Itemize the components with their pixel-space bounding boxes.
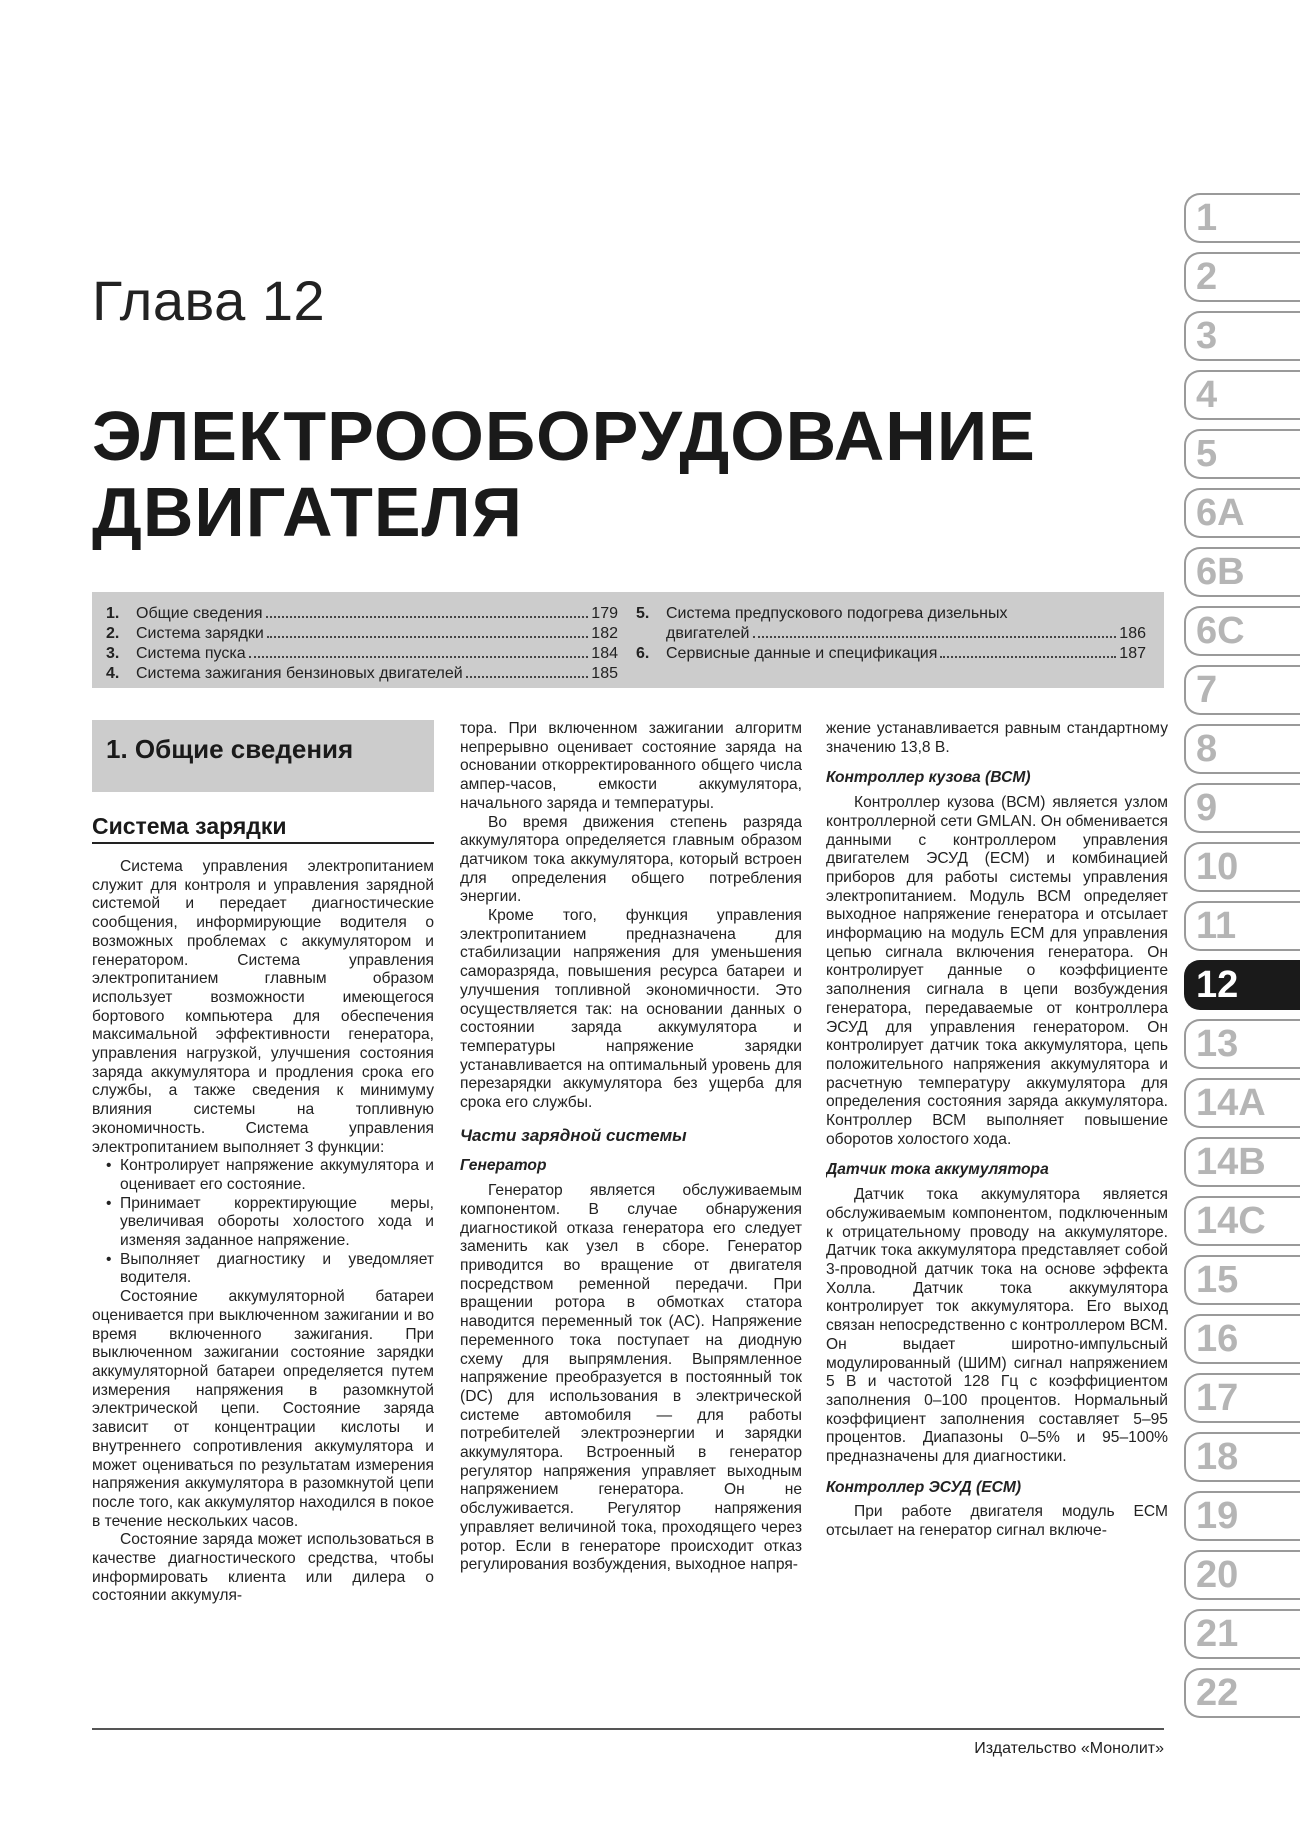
chapter-tab[interactable]: 22 [1184, 1668, 1300, 1718]
toc-entry[interactable] [106, 624, 618, 644]
toc-entry-page: 185 [591, 665, 618, 682]
bullet-item: • Контролирует напряжение аккумулятора и оценивает его состояние. [92, 1157, 434, 1194]
minor-heading: Контроллер ЭСУД (ЕСМ) [826, 1478, 1022, 1496]
chapter-tab[interactable]: 9 [1184, 783, 1300, 833]
chapter-tab[interactable]: 15 [1184, 1255, 1300, 1305]
toc-entry-label: Сервисные данные и спецификация [666, 645, 938, 662]
toc-leader-dots [466, 676, 589, 678]
subsection-heading: Система зарядки [92, 813, 434, 844]
toc-entry[interactable] [636, 644, 1146, 664]
toc-leader-dots [249, 656, 589, 658]
text-column-2 [460, 720, 802, 1720]
paragraph: Генератор является обслуживаемым компонентом. В случае обнаружения диагностикой отказа генератора его следует заменить как узел в сборе. Генератор приводится во вращение от двигателя посредством ременной передачи. При вращении ротора в обмотках статора наводится переменный ток (AC). Напряжение переменного тока поступает на диодную схему для выпрямления. Выпрямленное напряжение преобразуется в постоянный ток (DC) для использования в электрической системе автомобиля — для работы потребителей электроэнергии и зарядки аккумулятора. Встроенный в генератор регулятор напряжения управляет выходным напряжением генератора. Он не обслуживается. Регулятор напряжения управляет величиной тока, проходящего через ротор. Если в генераторе происходит отказ регулирования возбуждения, выходное напря- [460, 1182, 802, 1574]
toc-leader-dots [266, 616, 589, 618]
chapter-tab[interactable]: 19 [1184, 1491, 1300, 1541]
toc-entry-label: Система зажигания бензиновых двигателей [136, 665, 463, 682]
toc-entry-label: Система предпускового подогрева дизельных [666, 605, 1008, 622]
toc-entry-label: Общие сведения [136, 605, 263, 622]
toc-column-left [106, 604, 618, 684]
chapter-tab[interactable]: 21 [1184, 1609, 1300, 1659]
chapter-tab[interactable]: 5 [1184, 429, 1300, 479]
toc-entry-number: 3. [106, 645, 120, 662]
toc-entry[interactable] [106, 604, 618, 624]
text-column-3 [826, 720, 1168, 1720]
chapter-tab[interactable]: 20 [1184, 1550, 1300, 1600]
minor-heading: Контроллер кузова (ВСМ) [826, 769, 1031, 787]
toc-entry[interactable] [106, 644, 618, 664]
chapter-tab[interactable]: 14B [1184, 1137, 1300, 1187]
chapter-tab[interactable]: 11 [1184, 901, 1300, 951]
chapter-tab[interactable]: 16 [1184, 1314, 1300, 1364]
chapter-tab[interactable]: 6B [1184, 547, 1300, 597]
chapter-tab[interactable]: 14C [1184, 1196, 1300, 1246]
chapter-tab[interactable]: 1 [1184, 193, 1300, 243]
chapter-tab[interactable]: 7 [1184, 665, 1300, 715]
section-heading: 1. Общие сведения [106, 734, 354, 764]
toc-entry-label: Система пуска [136, 645, 246, 662]
toc-entry-number: 2. [106, 625, 120, 642]
bullet-item: • Выполняет диагностику и уведомляет водителя. [92, 1251, 434, 1288]
toc-entry-page: 187 [1119, 645, 1146, 662]
toc-entry-page: 179 [591, 605, 618, 622]
toc-entry-label: Система зарядки [136, 625, 264, 642]
chapter-tab[interactable]: 17 [1184, 1373, 1300, 1423]
toc-entry-page: 182 [591, 625, 618, 642]
table-of-contents [92, 592, 1164, 688]
toc-leader-dots [940, 656, 1116, 658]
text-column-1 [92, 858, 434, 1720]
paragraph: При работе двигателя модуль ЕСМ отсылает на генератор сигнал включе- [826, 1503, 1168, 1540]
chapter-title-line-2: ДВИГАТЕЛЯ [92, 473, 523, 551]
toc-entry-page: 184 [591, 645, 618, 662]
subheading: Части зарядной системы [460, 1125, 687, 1145]
chapter-tab-strip [1184, 193, 1300, 1727]
paragraph: Состояние аккумуляторной батареи оценивается при выключенном зажигании и во время включенного зажигания. При выключенном зажигании состояние зарядки аккумуляторной батареи определяется путем измерения напряжения в разомкнутой электрической цепи. Состояние заряда зависит от концентрации кислоты и внутреннего сопротивления аккумулятора и может оцениваться по результатам измерения напряжения аккумулятора в разомкнутой цепи после того, как аккумулятор находился в покое в течение нескольких часов. [92, 1288, 434, 1530]
chapter-tab[interactable]: 18 [1184, 1432, 1300, 1482]
paragraph: Датчик тока аккумулятора является обслуживаемым компонентом, подключенным к отрицательному проводу на аккумуляторе. Датчик тока аккумулятора представляет собой 3-проводной датчик тока на основе эффекта Холла. Датчик тока аккумулятора контролирует ток аккумулятора. Его выход связан непосредственно с контроллером ВСМ. Он выдает широтно-импульсный модулированный (ШИМ) сигнал напряжением 5 В и частотой 128 Гц с коэффициентом заполнения 0–100 процентов. Нормальный коэффициент заполнения составляет 5–95 процентов. Диапазоны 0–5% и 95–100% предназначены для диагностики. [826, 1186, 1168, 1466]
chapter-tab[interactable]: 12 [1184, 960, 1300, 1010]
paragraph: Система управления электропитанием служит для контроля и управления зарядной системой и передает диагностические сообщения, информирующие водителя о возможных проблемах с аккумулятором и генератором. Система управления электропитанием главным образом использует возможности имеющегося бортового компьютера для обеспечения максимальной эффективности генератора, управления нагрузкой, улучшения состояния заряда аккумулятора и продления срока его службы, а также сведения к минимуму влияния системы на топливную экономичность. Система управления электропитанием выполняет 3 функции: [92, 858, 434, 1156]
chapter-tab[interactable]: 13 [1184, 1019, 1300, 1069]
toc-entry-number: 5. [636, 605, 650, 622]
paragraph: тора. При включенном зажигании алгоритм непрерывно оценивает состояние заряда на основании откорректированного общего числа ампер-часов, емкости аккумулятора, начального заряда и температуры. [460, 720, 802, 812]
section-heading-box [92, 720, 434, 792]
chapter-label: Глава 12 [92, 269, 326, 332]
paragraph: Контроллер кузова (ВСМ) является узлом контроллерной сети GMLAN. Он обменивается данными с контроллером управления двигателем ЭСУД (ЕСМ) и комбинацией приборов для работы системы управления электропитанием. Модуль ВСМ определяет выходное напряжение генератора и отсылает информацию на модуль ЕСМ для управления цепью сигнала включения генератора. Он контролирует данные о коэффициенте заполнения сигнала в цепи возбуждения генератора, передаваемые от контроллера ЭСУД для управления генератором. Он контролирует датчик тока аккумулятора, цепь положительного напряжения аккумулятора и расчетную температуру аккумулятора для определения состояния заряда аккумулятора. Контроллер ВСМ выполняет повышение оборотов холостого хода. [826, 794, 1168, 1148]
paragraph: Кроме того, функция управления электропитанием предназначена для стабилизации напряжения для уменьшения саморазряда, повышения ресурса батареи и улучшения топливной экономичности. Это осуществляется так: на основании данных о состоянии заряда аккумулятора и температуры напряжение зарядки устанавливается на оптимальный уровень для перезарядки аккумулятора без ущерба для срока его службы. [460, 907, 802, 1112]
publisher-credit: Издательство «Монолит» [974, 1740, 1164, 1757]
chapter-title-line-1: ЭЛЕКТРООБОРУДОВАНИЕ [92, 397, 1036, 475]
toc-entry-number: 6. [636, 645, 650, 662]
toc-entry-number: 1. [106, 605, 120, 622]
toc-entry-page: 186 [1119, 625, 1146, 642]
toc-leader-dots [267, 636, 589, 638]
chapter-title [92, 398, 1036, 550]
toc-entry[interactable] [636, 604, 1146, 624]
toc-entry-label: двигателей [666, 625, 750, 642]
chapter-tab[interactable]: 6C [1184, 606, 1300, 656]
bullet-item: • Принимает корректирующие меры, увеличивая обороты холостого хода и изменяя заданное напряжение. [92, 1195, 434, 1251]
minor-heading: Датчик тока аккумулятора [826, 1161, 1049, 1179]
toc-column-right [636, 604, 1146, 664]
chapter-tab[interactable]: 8 [1184, 724, 1300, 774]
footer-divider [92, 1728, 1164, 1730]
paragraph: жение устанавливается равным стандартному значению 13,8 В. [826, 720, 1168, 756]
chapter-tab[interactable]: 6A [1184, 488, 1300, 538]
chapter-tab[interactable]: 4 [1184, 370, 1300, 420]
toc-leader-dots [753, 636, 1117, 638]
chapter-tab[interactable]: 3 [1184, 311, 1300, 361]
paragraph: Во время движения степень разряда аккумулятора определяется главным образом датчиком тока аккумулятора, который встроен для определения общего потребления энергии. [460, 813, 802, 906]
chapter-tab[interactable]: 2 [1184, 252, 1300, 302]
chapter-tab[interactable]: 10 [1184, 842, 1300, 892]
paragraph: Состояние заряда может использоваться в качестве диагностического средства, чтобы информировать клиента или дилера о состоянии аккумуля- [92, 1531, 434, 1605]
toc-entry-number: 4. [106, 665, 120, 682]
chapter-tab[interactable]: 14A [1184, 1078, 1300, 1128]
minor-heading: Генератор [460, 1157, 547, 1175]
toc-entry[interactable] [106, 664, 618, 684]
toc-entry-continuation[interactable] [636, 624, 1146, 644]
